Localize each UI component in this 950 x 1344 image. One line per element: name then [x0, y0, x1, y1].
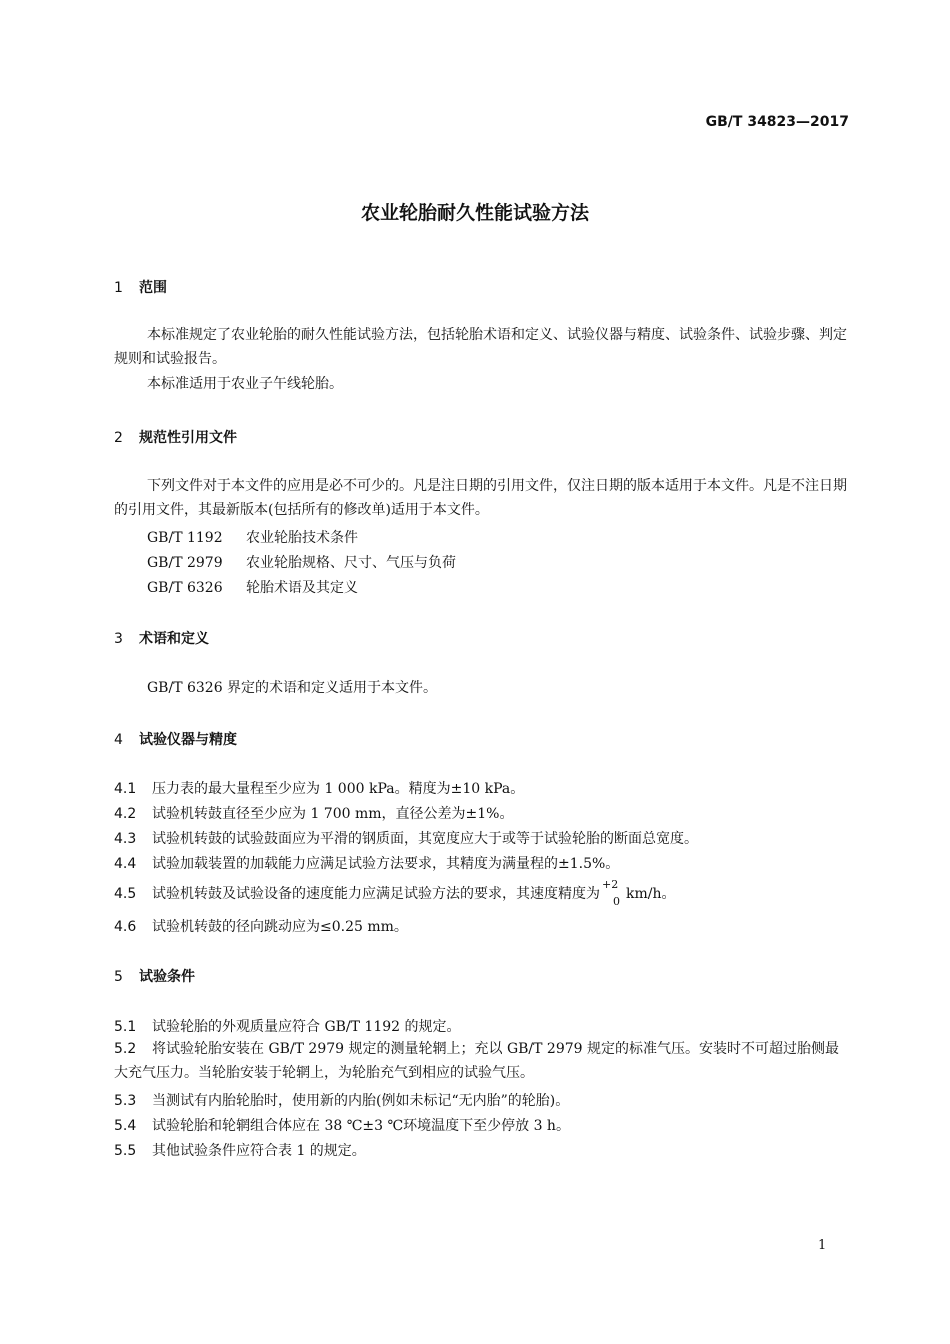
clause-text: 其他试验条件应符合表 1 的规定。: [152, 1143, 366, 1159]
clause-item: [114, 1140, 366, 1160]
clause-number: 5.5: [114, 1143, 137, 1159]
tolerance-lower: 0: [613, 895, 620, 908]
section-number: 4: [114, 732, 123, 748]
clause-number: 5.3: [114, 1093, 137, 1109]
clause-unit: km/h。: [626, 886, 676, 902]
clause-item: [114, 828, 698, 848]
section-heading-terms: [114, 628, 209, 648]
reference-title: 农业轮胎技术条件: [246, 530, 358, 546]
clause-number: 4.3: [114, 831, 137, 847]
reference-item: [147, 527, 358, 547]
reference-item: [147, 577, 358, 597]
clause-number: 5.2: [114, 1041, 137, 1057]
clause-number: 4.6: [114, 919, 137, 935]
section-title: 范围: [139, 280, 167, 296]
clause-item: [114, 853, 619, 873]
section-title: 试验条件: [139, 969, 195, 985]
section-title: 试验仪器与精度: [139, 732, 237, 748]
clause-number: 5.1: [114, 1019, 137, 1035]
reference-code: GB/T 2979: [147, 555, 223, 571]
section-number: 2: [114, 430, 123, 446]
clause-text: 试验加载装置的加载能力应满足试验方法要求，其精度为满量程的±1.5%。: [152, 856, 620, 872]
clause-number: 4.4: [114, 856, 137, 872]
section-heading-test-conditions: [114, 966, 195, 986]
clause-item: [114, 1016, 461, 1036]
clause-number: 4.1: [114, 781, 137, 797]
section-heading-normative-references: [114, 427, 237, 447]
clause-item: [114, 1115, 570, 1135]
clause-item: [114, 916, 408, 936]
tolerance-upper: +2: [602, 878, 619, 891]
clause-item: [114, 803, 513, 823]
reference-code: GB/T 6326: [147, 580, 223, 596]
clause-text: 试验轮胎和轮辋组合体应在 38 ℃±3 ℃环境温度下至少停放 3 h。: [152, 1118, 570, 1134]
clause-text: 试验机转鼓的径向跳动应为≤0.25 mm。: [152, 919, 408, 935]
standard-code: GB/T 34823—2017: [705, 114, 849, 130]
clause-item: [114, 1037, 850, 1085]
document-title: 农业轮胎耐久性能试验方法: [360, 202, 589, 224]
clause-text: 压力表的最大量程至少应为 1 000 kPa。精度为±10 kPa。: [152, 781, 525, 797]
reference-code: GB/T 1192: [147, 530, 223, 546]
page-number: 1: [818, 1238, 827, 1253]
clause-item: [114, 778, 524, 798]
clause-text: 试验机转鼓直径至少应为 1 700 mm，直径公差为±1%。: [152, 806, 514, 822]
clause-text: 试验轮胎的外观质量应符合 GB/T 1192 的规定。: [152, 1019, 461, 1035]
section-number: 1: [114, 280, 123, 296]
section-title: 术语和定义: [139, 631, 209, 647]
paragraph: 本标准规定了农业轮胎的耐久性能试验方法，包括轮胎术语和定义、试验仪器与精度、试验条件、试验步骤、判定规则和试验报告。: [114, 327, 847, 367]
clause-number: 4.2: [114, 806, 137, 822]
section-number: 3: [114, 631, 123, 647]
speed-tolerance: [600, 878, 626, 908]
clause-text: 试验机转鼓的试验鼓面应为平滑的钢质面，其宽度应大于或等于试验轮胎的断面总宽度。: [152, 831, 698, 847]
reference-title: 轮胎术语及其定义: [246, 580, 358, 596]
clause-item: [114, 1090, 569, 1110]
clause-text: 试验机转鼓及试验设备的速度能力应满足试验方法的要求，其速度精度为: [152, 886, 600, 902]
reference-item: [147, 552, 456, 572]
section-title: 规范性引用文件: [139, 430, 237, 446]
section-heading-instruments: [114, 729, 237, 749]
section-heading-scope: [114, 277, 167, 297]
paragraph: 下列文件对于本文件的应用是必不可少的。凡是注日期的引用文件，仅注日期的版本适用于本文件。凡是不注日期的引用文件，其最新版本(包括所有的修改单)适用于本文件。: [114, 478, 847, 518]
section-number: 5: [114, 969, 123, 985]
clause-text: 当测试有内胎轮胎时，使用新的内胎(例如未标记“无内胎”的轮胎)。: [152, 1093, 570, 1109]
clause-number: 5.4: [114, 1118, 137, 1134]
paragraph: GB/T 6326 界定的术语和定义适用于本文件。: [147, 680, 438, 696]
clause-item: [114, 878, 676, 908]
clause-number: 4.5: [114, 886, 137, 902]
clause-text: 将试验轮胎安装在 GB/T 2979 规定的测量轮辋上；充以 GB/T 2979 规定的标准气压。安装时不可超过胎侧最大充气压力。当轮胎安装于轮辋上，为轮胎充气到相应的试验气压。: [114, 1041, 840, 1081]
reference-title: 农业轮胎规格、尺寸、气压与负荷: [246, 555, 456, 571]
paragraph: 本标准适用于农业子午线轮胎。: [147, 376, 343, 392]
